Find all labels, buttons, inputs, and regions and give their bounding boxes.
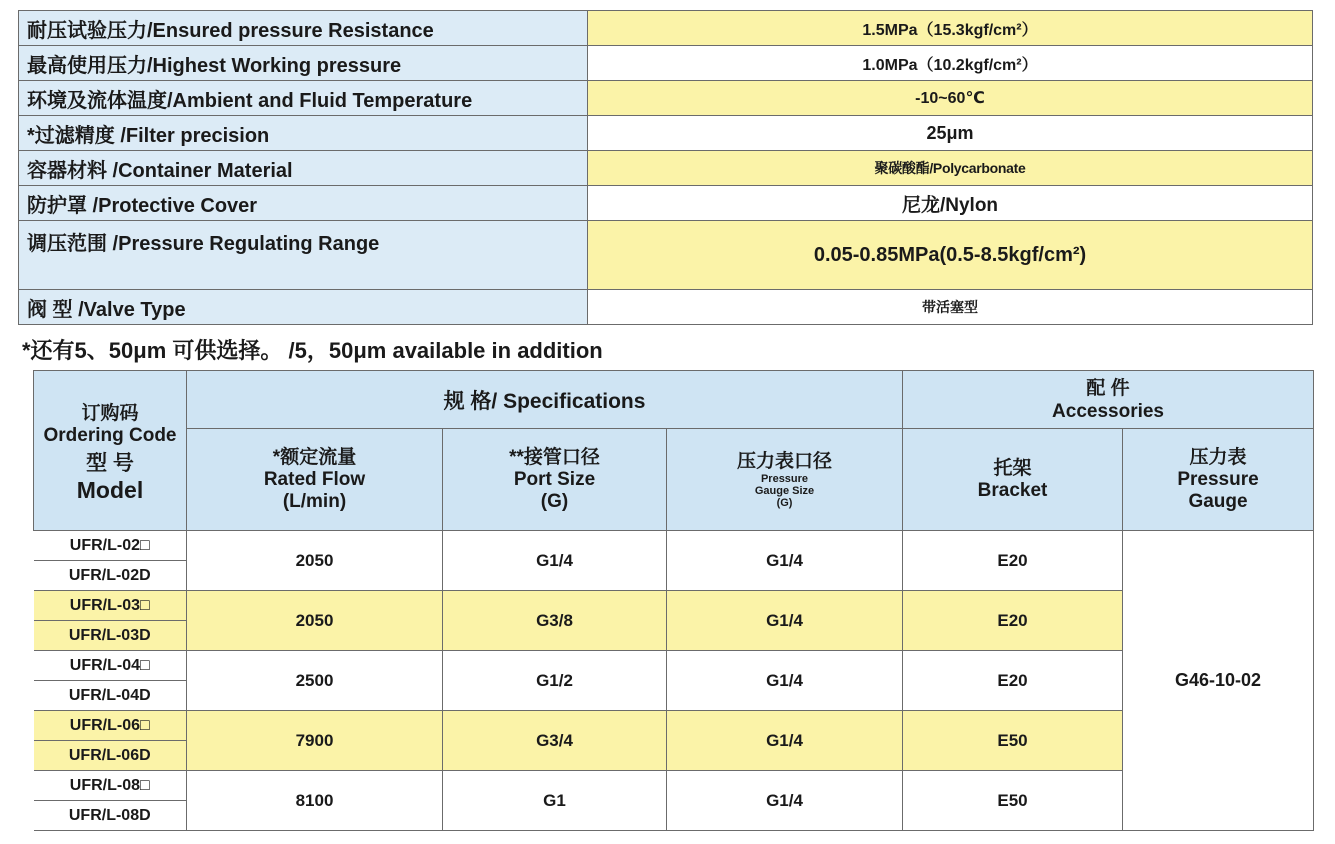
spec-table [18, 10, 1313, 325]
header-gauge-cn: 压力表口径 [737, 450, 833, 472]
spec-label: 环境及流体温度/Ambient and Fluid Temperature [19, 81, 588, 116]
header-accessories [903, 371, 1314, 429]
spec-value: 0.05-0.85MPa(0.5-8.5kgf/cm²) [588, 221, 1313, 290]
rated-flow: 2500 [187, 651, 443, 711]
rated-flow: 8100 [187, 771, 443, 831]
header-specifications: 规 格/ Specifications [187, 371, 903, 429]
header-code-en: Ordering Code [43, 424, 177, 446]
bracket: E20 [903, 651, 1123, 711]
spec-row [19, 11, 1313, 46]
spec-row [19, 116, 1313, 151]
header-acc-en: Accessories [1052, 400, 1164, 422]
header-acc-cn: 配 件 [1086, 377, 1130, 399]
model-code: UFR/L-02D [34, 561, 187, 591]
port-size: G3/4 [443, 711, 667, 771]
header-bracket-cn: 托架 [993, 457, 1032, 479]
pressure-gauge: G46-10-02 [1123, 531, 1314, 831]
header-gauge-size [667, 429, 903, 531]
header-gauge-en2: Gauge Size [754, 484, 815, 497]
table-row [34, 711, 1314, 741]
model-code: UFR/L-04□ [34, 651, 187, 681]
gauge-size: G1/4 [667, 651, 903, 711]
table-row [34, 591, 1314, 621]
bracket: E50 [903, 771, 1123, 831]
port-size: G1/2 [443, 651, 667, 711]
filter-note: *还有5、50μm 可供选择。 /5，50μm available in addition [22, 338, 603, 363]
port-size: G1 [443, 771, 667, 831]
gauge-size: G1/4 [667, 531, 903, 591]
rated-flow: 2050 [187, 531, 443, 591]
rated-flow: 7900 [187, 711, 443, 771]
header-pressure-gauge [1123, 429, 1314, 531]
header-port-unit: (G) [540, 490, 569, 512]
spec-label: *过滤精度 /Filter precision [19, 116, 588, 151]
bracket: E50 [903, 711, 1123, 771]
spec-label: 耐压试验压力/Ensured pressure Resistance [19, 11, 588, 46]
header-model-cn: 型 号 [86, 451, 134, 475]
spec-label: 阀 型 /Valve Type [19, 290, 588, 325]
spec-value: -10~60℃ [588, 81, 1313, 116]
gauge-size: G1/4 [667, 711, 903, 771]
gauge-size: G1/4 [667, 771, 903, 831]
model-code: UFR/L-02□ [34, 531, 187, 561]
spec-label: 防护罩 /Protective Cover [19, 186, 588, 221]
spec-label: 调压范围 /Pressure Regulating Range [19, 221, 588, 290]
header-pg-en2: Gauge [1188, 490, 1248, 512]
bracket: E20 [903, 531, 1123, 591]
rated-flow: 2050 [187, 591, 443, 651]
model-code: UFR/L-03D [34, 621, 187, 651]
table-row [34, 771, 1314, 801]
header-model-en: Model [76, 476, 144, 503]
bracket: E20 [903, 591, 1123, 651]
spec-row [19, 290, 1313, 325]
header-port-size [443, 429, 667, 531]
spec-value: 25μm [588, 116, 1313, 151]
header-gauge-unit: (G) [776, 496, 793, 509]
header-pg-en1: Pressure [1177, 468, 1259, 490]
model-code: UFR/L-06D [34, 741, 187, 771]
model-code: UFR/L-08□ [34, 771, 187, 801]
spec-row [19, 151, 1313, 186]
header-code-cn: 订购码 [81, 402, 139, 424]
spec-label: 容器材料 /Container Material [19, 151, 588, 186]
spec-value: 1.5MPa（15.3kgf/cm²） [588, 11, 1313, 46]
spec-value: 聚碳酸酯/Polycarbonate [588, 151, 1313, 186]
spec-value: 带活塞型 [588, 290, 1313, 325]
spec-row [19, 46, 1313, 81]
model-code: UFR/L-03□ [34, 591, 187, 621]
spec-label: 最高使用压力/Highest Working pressure [19, 46, 588, 81]
model-code: UFR/L-08D [34, 801, 187, 831]
spec-row [19, 81, 1313, 116]
header-pg-cn: 压力表 [1189, 446, 1247, 468]
port-size: G1/4 [443, 531, 667, 591]
header-port-cn: **接管口径 [509, 446, 600, 468]
header-flow-unit: (L/min) [282, 490, 347, 512]
ordering-table [33, 370, 1314, 831]
header-rated-flow [187, 429, 443, 531]
model-code: UFR/L-06□ [34, 711, 187, 741]
port-size: G3/8 [443, 591, 667, 651]
header-port-en: Port Size [513, 468, 596, 490]
spec-value: 尼龙/Nylon [588, 186, 1313, 221]
header-flow-cn: *额定流量 [272, 446, 357, 468]
header-bracket-en: Bracket [977, 479, 1048, 501]
spec-row [19, 186, 1313, 221]
header-gauge-en1: Pressure [760, 472, 809, 485]
header-flow-en: Rated Flow [263, 468, 366, 490]
header-bracket [903, 429, 1123, 531]
table-row [34, 531, 1314, 561]
header-ordering-code [34, 371, 187, 531]
gauge-size: G1/4 [667, 591, 903, 651]
spec-row [19, 221, 1313, 290]
table-row [34, 651, 1314, 681]
model-code: UFR/L-04D [34, 681, 187, 711]
spec-value: 1.0MPa（10.2kgf/cm²） [588, 46, 1313, 81]
